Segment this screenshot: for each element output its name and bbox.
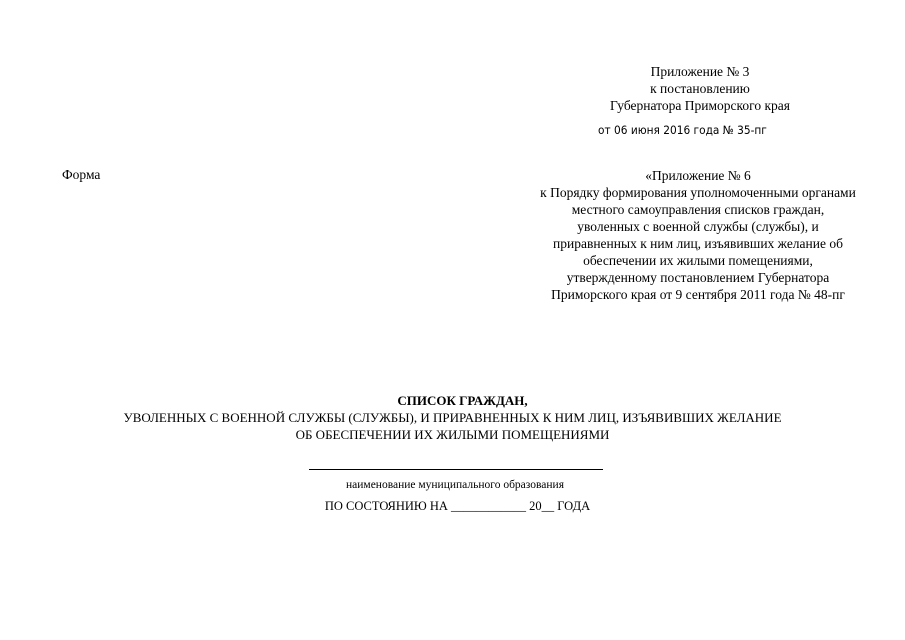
- form-label: Форма: [62, 167, 101, 182]
- title-subheading: УВОЛЕННЫХ С ВОЕННОЙ СЛУЖБЫ (СЛУЖБЫ), И ПРИРАВНЕННЫХ К НИМ ЛИЦ, ИЗЪЯВИВШИХ ЖЕЛАНИЕ: [123, 410, 782, 425]
- appendix-line: «Приложение № 6: [645, 168, 751, 183]
- attachment-governor: Губернатора Приморского края: [610, 98, 790, 113]
- title-heading: СПИСОК ГРАЖДАН,: [397, 393, 528, 408]
- list-title: [0, 392, 905, 443]
- decree-stamp: от 06 июня 2016 года № 35-пг: [598, 123, 767, 137]
- appendix-line: приравненных к ним лиц, изъявивших желание об: [553, 236, 843, 251]
- appendix-line: Приморского края от 9 сентября 2011 года № 48-пг: [551, 287, 845, 302]
- appendix-line: обеспечении их жилыми помещениями,: [583, 253, 813, 268]
- appendix-line: утвержденному постановлением Губернатора: [566, 270, 830, 285]
- as-of-text: ПО СОСТОЯНИЮ НА ____________ 20__ ГОДА: [324, 499, 591, 513]
- attachment-header: [580, 63, 820, 114]
- municipality-caption: наименование муниципального образования: [346, 479, 564, 491]
- municipality-field: [0, 458, 905, 494]
- as-of-line: [0, 498, 905, 515]
- municipality-blank-line: [309, 459, 603, 470]
- title-subheading-2: ОБ ОБЕСПЕЧЕНИИ ИХ ЖИЛЫМИ ПОМЕЩЕНИЯМИ: [295, 427, 610, 442]
- attachment-number: Приложение № 3: [650, 64, 750, 79]
- appendix-line: местного самоуправления списков граждан,: [571, 202, 825, 217]
- appendix-block: [505, 167, 891, 303]
- appendix-line: уволенных с военной службы (службы), и: [577, 219, 819, 234]
- attachment-to-decree: к постановлению: [650, 81, 750, 96]
- appendix-line: к Порядку формирования уполномоченными органами: [540, 185, 856, 200]
